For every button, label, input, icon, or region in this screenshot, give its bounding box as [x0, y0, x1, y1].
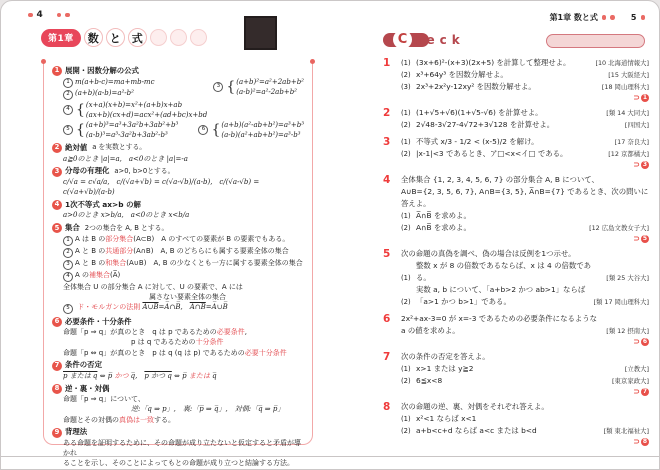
problem-text: |x-1|<3 であるとき、ア□<x<イ□ である。 — [416, 149, 568, 158]
problem-list — [383, 57, 649, 451]
chapter-badge: 第1章 — [41, 29, 81, 47]
reference-arrow-icon: ⊃ — [633, 436, 640, 446]
source-citation: [東京家政大] — [612, 377, 649, 385]
problem-1 — [383, 57, 649, 102]
check-banner — [383, 31, 645, 49]
check-c-badge: C — [394, 31, 411, 48]
check-label: heck — [413, 33, 465, 47]
section-converse-contrapositive: 8 逆・裏・対偶 命題「p ⇒ q」について、 逆:「q ⇒ p」, 裏:「p̅ ⇒ q̅」, 対偶:「q̅ ⇒ p̅」 命題とその対偶の 真偽は一致 する。 — [52, 384, 304, 425]
problem-text: 6≦x<8 — [416, 376, 443, 385]
source-citation: [類 25 大谷大] — [606, 274, 649, 282]
source-citation: [類 14 大同大] — [606, 109, 649, 117]
problem-text: 次の命題の逆、裏、対偶をそれぞれ答えよ。 — [401, 402, 549, 411]
reference-section-number: 1 — [642, 93, 648, 101]
problem-body — [401, 57, 649, 102]
page-number-left: 4 — [36, 10, 43, 20]
dot-icon — [602, 15, 607, 20]
reference-arrow-icon: ⊃ — [633, 159, 640, 169]
dot-icon — [310, 59, 315, 64]
section-number: 4 — [52, 200, 62, 210]
source-citation: [類 12 摂南大] — [606, 327, 649, 335]
problem-line — [401, 313, 649, 337]
right-page — [331, 1, 659, 456]
problem-text: 整数 x が 8 の倍数であるならば、x は 4 の倍数である。 — [416, 261, 592, 282]
section-number: 6 — [52, 317, 62, 327]
section-expansion-formulas: 1 展開・因数分解の公式 1 m(a+b-c)=ma+mb-mc 2 (a+b)(a-b)=a²-b² 3 { (a+b)²=a²+2ab+b² (a-b)²=a²-2ab+b² 4 { (x+a)(x+b)=x²+(a+b)x+ab (ax+b)(cx+d)=acx²+(ad+bc)x+bd 5 { (a+b)³=a³+3a²b+3ab²+b³ (a-b)³=a³-3a²b+3ab²-b³ 6 { (a+b)(a²-ab+b²)=a³+b³ (a-b)(a²+ab+b²)=a³-b³ — [52, 66, 304, 140]
subproblem-marker: (1) — [401, 212, 411, 220]
problem-number: 7 — [383, 351, 391, 363]
problem-line — [401, 260, 649, 284]
reference-arrow-icon: ⊃ — [633, 92, 640, 102]
section-necessary-sufficient: 6 必要条件・十分条件 命題「p ⇒ q」が真のとき q は p であるための 必要条件 , p は q であるための 十分条件 命題「p ⇔ q」が真のとき p は q (q は p) であるための 必要十分条件 — [52, 317, 304, 358]
section-negation: 7 条件の否定 p または q ⇔ p̅ かつ q̅, p かつ q ⇔ p̅ または q̅ — [52, 360, 304, 381]
section-linear-inequality: 4 1次不等式 ax>b の解 a>0のとき x>b/a, a<0のとき x<b/a — [52, 200, 304, 221]
subproblem-marker: (3) — [401, 83, 411, 91]
photo-placeholder-square — [244, 16, 277, 50]
subproblem-marker: (2) — [401, 121, 411, 129]
section-number: 9 — [52, 428, 62, 438]
problem-number: 6 — [383, 313, 391, 325]
subproblem-marker: (2) — [401, 427, 411, 435]
source-citation: [立教大] — [624, 365, 649, 373]
section-ref-badge — [401, 337, 649, 346]
problem-3 — [383, 136, 649, 169]
check-banner-pill — [546, 34, 645, 48]
problem-line — [401, 363, 649, 375]
problem-text: (3x+6)²-(x+3)(2x+5) を計算して整理せよ。 — [416, 58, 571, 67]
source-citation: [類 17 岡山理科大] — [593, 298, 649, 306]
problem-text: 全体集合 {1, 2, 3, 4, 5, 6, 7} の部分集合 A, B について、 — [401, 175, 599, 184]
problem-line — [401, 148, 649, 160]
problem-text: A∪B={2, 3, 5, 6, 7}, A∩B={3, 5}, A̅∩B={7} であるとき、次の問いに答えよ。 — [401, 187, 649, 208]
source-citation: [四国大] — [624, 121, 649, 129]
subproblem-marker: (2) — [401, 377, 411, 385]
problem-line — [401, 119, 649, 131]
section-rationalization: 3 分母の有理化 a>0, b>0とする。 c/√a = c√a/a, c/(√a+√b) = c(√a-√b)/(a-b), c/(√a-√b) = c(√a+√b)/(a-b) — [52, 166, 304, 197]
problem-text: 2√48-3√27-4√72+3√128 を計算せよ。 — [416, 120, 555, 129]
problem-text: A̅∩B̅ を求めよ。 — [416, 211, 471, 220]
subproblem-marker: (1) — [401, 365, 411, 373]
problem-line — [401, 375, 649, 387]
problem-body — [401, 351, 649, 396]
reference-arrow-icon: ⊃ — [633, 336, 640, 346]
reference-section-number: 8 — [642, 437, 648, 445]
problem-body — [401, 401, 649, 446]
section-number: 3 — [52, 167, 62, 177]
problem-text: (1+√5+√6)(1+√5-√6) を計算せよ。 — [416, 108, 543, 117]
problem-line — [401, 284, 649, 308]
subproblem-marker: (1) — [401, 109, 411, 117]
dot-icon — [65, 13, 70, 18]
source-citation: [類 東北福祉大] — [603, 427, 649, 435]
source-citation: [15 大阪経大] — [608, 71, 649, 79]
problem-line — [401, 57, 649, 69]
problem-text: x>1 または y≧2 — [416, 364, 474, 373]
problem-4 — [383, 174, 649, 243]
left-page-header — [28, 10, 70, 20]
problem-line — [401, 351, 649, 363]
problem-text: 2x³+2x²y-12xy² を因数分解せよ。 — [416, 82, 536, 91]
dot-icon — [57, 13, 62, 18]
section-number: 1 — [52, 66, 62, 76]
section-absolute-value: 2 絶対値 a を実数とする。 a≧0のとき |a|=a, a<0のとき |a|=-a — [52, 143, 304, 164]
problem-text: x²<1 ならば x<1 — [416, 414, 477, 423]
subproblem-marker: (1) — [401, 138, 411, 146]
problem-text: 不等式 x/3 - 1/2 < (x-5)/2 を解け。 — [416, 137, 539, 146]
subproblem-marker: (2) — [401, 71, 411, 79]
problem-line — [401, 81, 649, 93]
section-proof-by-contradiction: 9 背理法 ある命題を証明するために、その命題が成り立たないと仮定すると矛盾が導かれ ることを示し、そのことによってもとの命題が成り立つと結論する方法。 — [52, 427, 304, 468]
problem-body — [401, 107, 649, 131]
problem-number: 2 — [383, 107, 391, 119]
section-number: 5 — [52, 223, 62, 233]
section-ref-badge — [401, 160, 649, 169]
problem-line — [401, 107, 649, 119]
decorative-circle — [190, 29, 207, 46]
problem-text: x³+64y³ を因数分解せよ。 — [416, 70, 508, 79]
problem-line — [401, 401, 649, 413]
decorative-circle — [150, 29, 167, 46]
problem-line — [401, 136, 649, 148]
problem-line — [401, 248, 649, 260]
problem-text: A∩B̅ を求めよ。 — [416, 223, 471, 232]
chapter-title-char: 数 — [84, 28, 103, 47]
problem-line — [401, 186, 649, 210]
source-citation: [18 岡山理科大] — [601, 83, 649, 91]
problem-text: 次の命題の真偽を調べ、偽の場合は反例を1つ示せ。 — [401, 249, 576, 258]
problem-number: 8 — [383, 401, 391, 413]
problem-text: 次の条件の否定を答えよ。 — [401, 352, 490, 361]
left-page — [1, 1, 331, 468]
chapter-title-char: と — [106, 28, 125, 47]
problem-line — [401, 174, 649, 186]
problem-6 — [383, 313, 649, 346]
problem-text: 実数 a, b について、「a+b>2 かつ ab>1」ならば「a>1 かつ b>1」である。 — [416, 285, 586, 306]
section-ref-badge — [401, 234, 649, 243]
problem-number: 1 — [383, 57, 391, 69]
source-citation: [10 北海道情報大] — [595, 59, 649, 67]
problem-7 — [383, 351, 649, 396]
problem-text: 2x²+ax-3=0 が x=-3 であるための必要条件になるような a の値を求めよ。 — [401, 314, 598, 335]
problem-line — [401, 210, 649, 222]
problem-body — [401, 136, 649, 169]
problem-number: 3 — [383, 136, 391, 148]
problem-number: 5 — [383, 248, 391, 260]
problem-line — [401, 222, 649, 234]
problem-8 — [383, 401, 649, 446]
dot-icon — [28, 13, 33, 18]
section-number: 2 — [52, 143, 62, 153]
section-ref-badge — [401, 437, 649, 446]
problem-line — [401, 413, 649, 425]
subproblem-marker: (1) — [401, 415, 411, 423]
subproblem-marker: (2) — [401, 224, 411, 232]
section-ref-badge — [401, 93, 649, 102]
problem-number: 4 — [383, 174, 391, 186]
problem-line — [401, 69, 649, 81]
subproblem-marker: (2) — [401, 298, 411, 306]
problem-body — [401, 313, 649, 346]
reference-arrow-icon: ⊃ — [633, 386, 640, 396]
dot-icon — [610, 15, 615, 20]
section-sets: 5 集合 2つの集合を A, B とする。 1 A は B の 部分集合 (A⊂B) A のすべての要素が B の要素でもある。 2 A と B の 共通部分 (A∩B) A, B のどちらにも属する要素全体の集合 3 A と B の 和集合 (A∪B) A, B の少なくとも一方に属する要素全体の集合 4 A の 補集合 (A̅) 全体集合 U の部分集合 A に対して、U の要素で、A には 属さない要素全体の集合 5 ド・モルガンの法則 A∪B=A̅∩B̅, A∩B=A̅∪B̅ — [52, 223, 304, 314]
section-ref-badge — [401, 387, 649, 396]
summary-box — [43, 61, 313, 468]
source-citation: [12 京都橘大] — [608, 150, 649, 158]
page-number-right: 5 — [630, 13, 637, 22]
problem-5 — [383, 248, 649, 308]
chapter-title-char: 式 — [128, 28, 147, 47]
reference-section-number: 7 — [642, 387, 648, 395]
dot-icon — [41, 59, 46, 64]
section-number: 7 — [52, 361, 62, 371]
reference-section-number: 3 — [642, 160, 648, 168]
reference-section-number: 6 — [642, 337, 648, 345]
running-head: 第1章 数と式 — [549, 13, 598, 22]
problem-2 — [383, 107, 649, 131]
section-number: 8 — [52, 384, 62, 394]
problem-body — [401, 248, 649, 308]
reference-section-number: 5 — [642, 234, 648, 242]
subproblem-marker: (1) — [401, 274, 411, 282]
right-page-header — [550, 12, 645, 23]
decorative-circle — [170, 29, 187, 46]
subproblem-marker: (2) — [401, 150, 411, 158]
dot-icon — [641, 15, 646, 20]
problem-body — [401, 174, 649, 243]
source-citation: [17 奈良大] — [614, 138, 649, 146]
problem-line — [401, 425, 649, 437]
source-citation: [12 広島文教女子大] — [589, 224, 649, 232]
chapter-title — [41, 28, 207, 47]
reference-arrow-icon: ⊃ — [633, 233, 640, 243]
problem-text: a+b<c+d ならば a<c または b<d — [416, 426, 537, 435]
subproblem-marker: (1) — [401, 59, 411, 67]
